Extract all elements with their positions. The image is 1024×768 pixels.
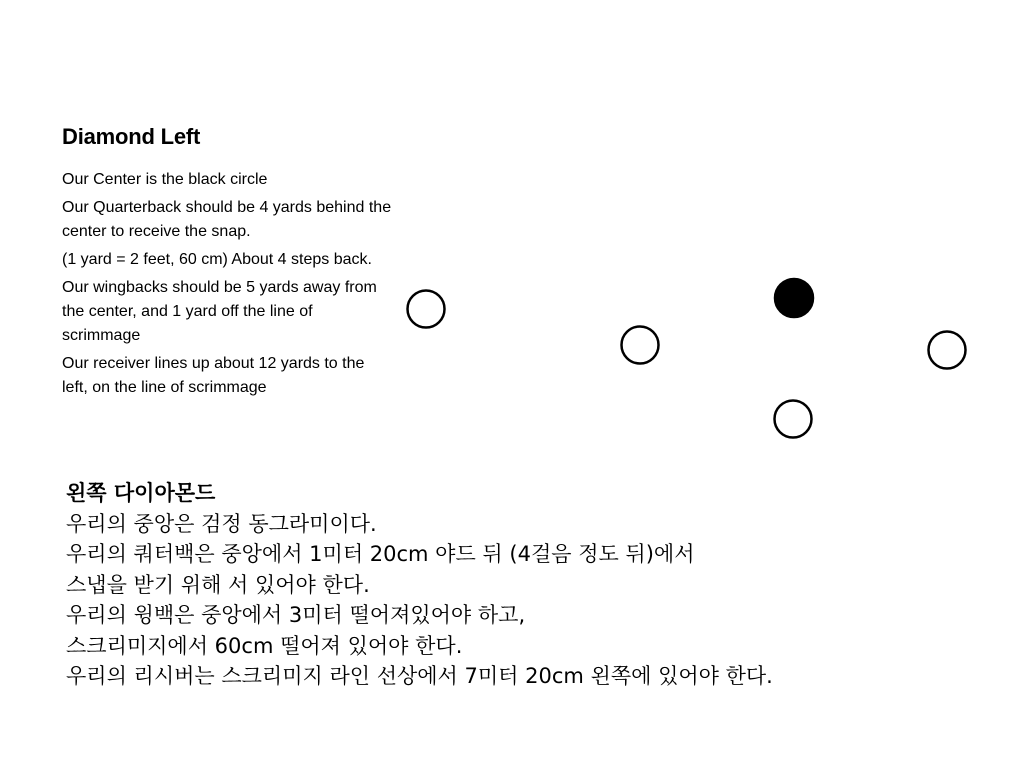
receiver-marker [408, 291, 445, 328]
center-marker [775, 279, 813, 317]
korean-description [66, 478, 1006, 692]
korean-line: 우리의 쿼터백은 중앙에서 1미터 20cm 야드 뒤 (4걸음 정도 뒤)에서 [66, 542, 695, 566]
quarterback-marker [775, 401, 812, 438]
receiver-description: Our receiver lines up about 12 yards to the left, on the line of scrimmage [62, 355, 365, 396]
slide-title: Diamond Left [62, 124, 201, 149]
korean-title: 왼쪽 다이아몬드 [66, 481, 216, 505]
quarterback-description: Our Quarterback should be 4 yards behind the center to receive the snap. [62, 199, 392, 240]
korean-line: 스냅을 받기 위해 서 있어야 한다. [66, 572, 370, 597]
yard-conversion-note: (1 yard = 2 feet, 60 cm) About 4 steps back. [62, 251, 372, 268]
right-wingback-marker [929, 332, 966, 369]
wingback-description: Our wingbacks should be 5 yards away from the center, and 1 yard off the line of scrimmage [62, 279, 377, 344]
korean-line: 우리의 윙백은 중앙에서 3미터 떨어져있어야 하고, [66, 603, 526, 627]
center-description: Our Center is the black circle [62, 171, 268, 188]
korean-line: 스크리미지에서 60cm 떨어져 있어야 한다. [66, 633, 463, 658]
korean-line: 우리의 중앙은 검정 동그라미이다. [66, 511, 377, 536]
left-wingback-marker [622, 327, 659, 364]
korean-line: 우리의 리시버는 스크리미지 라인 선상에서 7미터 20cm 왼쪽에 있어야 한다. [66, 664, 773, 688]
